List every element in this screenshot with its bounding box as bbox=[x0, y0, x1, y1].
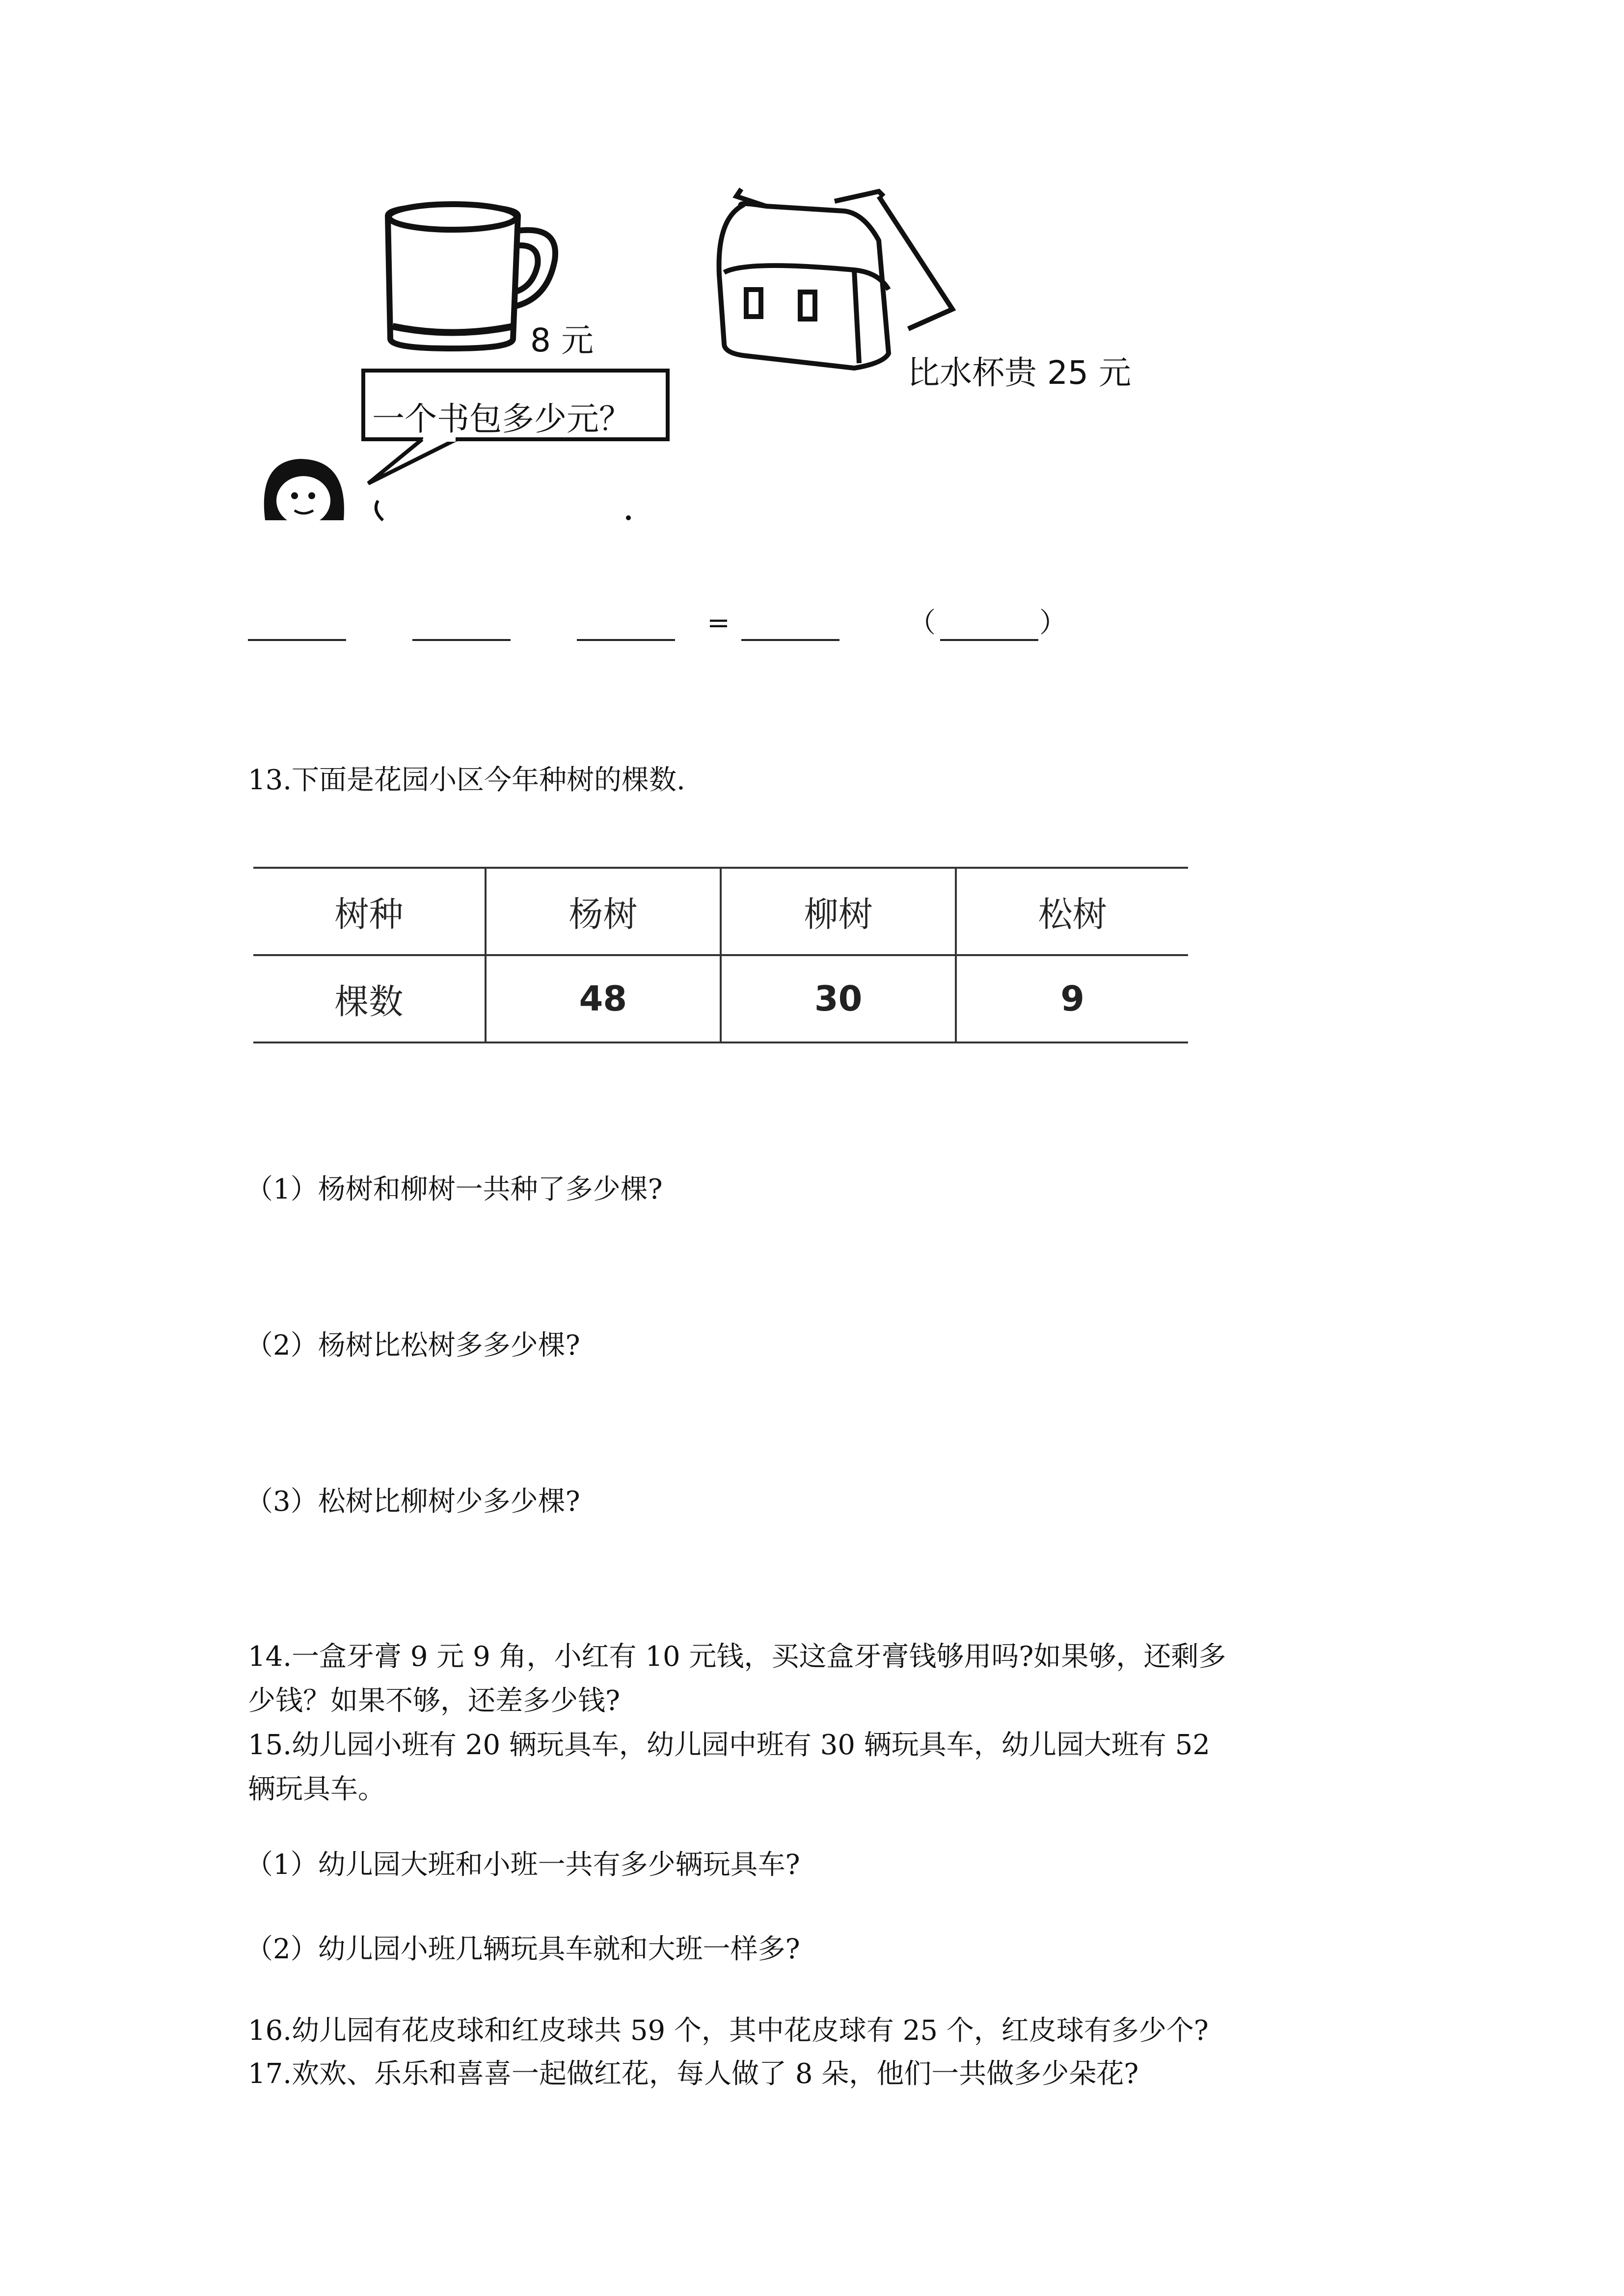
table-cell: 棵数 bbox=[253, 955, 486, 1042]
table-cell: 9 bbox=[956, 955, 1188, 1042]
answer-row bbox=[248, 607, 1083, 651]
table-cell: 48 bbox=[486, 955, 721, 1042]
q13-title: 13.下面是花园小区今年种树的棵数. bbox=[248, 764, 685, 796]
answer-blank-2[interactable] bbox=[412, 634, 511, 641]
paren-close: ） bbox=[1039, 607, 1067, 639]
paren-open: （ bbox=[908, 607, 936, 639]
table-header-cell: 柳树 bbox=[721, 868, 956, 955]
q14-line-1: 14.一盒牙膏 9 元 9 角，小红有 10 元钱，买这盒牙膏钱够用吗?如果够，还剩多 bbox=[248, 1641, 1226, 1673]
answer-blank-1[interactable] bbox=[248, 634, 346, 641]
unit-blank[interactable] bbox=[940, 634, 1038, 641]
table-header-cell: 松树 bbox=[956, 868, 1188, 955]
q16-text: 16.幼儿园有花皮球和红皮球共 59 个，其中花皮球有 25 个，红皮球有多少个? bbox=[248, 2015, 1209, 2047]
q15-line-2: 辆玩具车。 bbox=[248, 1773, 385, 1805]
answer-blank-3[interactable] bbox=[577, 634, 675, 641]
backpack-icon bbox=[719, 189, 952, 368]
q15-line-1: 15.幼儿园小班有 20 辆玩具车，幼儿园中班有 30 辆玩具车，幼儿园大班有 52 bbox=[248, 1729, 1210, 1761]
q17-text: 17.欢欢、乐乐和喜喜一起做红花，每人做了 8 朵，他们一共做多少朵花? bbox=[248, 2058, 1139, 2090]
speech-text: 一个书包多少元？ bbox=[372, 400, 631, 438]
girl-icon bbox=[264, 459, 631, 525]
bag-price-label: 比水杯贵 25 元 bbox=[907, 354, 1131, 392]
q15-sub-1: （1）幼儿园大班和小班一共有多少辆玩具车? bbox=[245, 1849, 800, 1881]
equals-sign: = bbox=[707, 607, 730, 639]
table-cell: 30 bbox=[721, 955, 956, 1042]
table-header-cell: 杨树 bbox=[486, 868, 721, 955]
q13-sub-1: （1）杨树和柳树一共种了多少棵? bbox=[245, 1174, 663, 1205]
table-header-cell: 树种 bbox=[253, 868, 486, 955]
q13-sub-2: （2）杨树比松树多多少棵? bbox=[245, 1330, 580, 1362]
q15-sub-2: （2）幼儿园小班几辆玩具车就和大班一样多? bbox=[245, 1933, 800, 1965]
cup-price-label: 8 元 bbox=[530, 321, 594, 359]
q14-line-2: 少钱？如果不够，还差多少钱? bbox=[248, 1685, 621, 1717]
q13-sub-3: （3）松树比柳树少多少棵? bbox=[245, 1486, 580, 1518]
tree-count-table bbox=[253, 867, 1188, 1043]
answer-blank-4[interactable] bbox=[741, 634, 839, 641]
